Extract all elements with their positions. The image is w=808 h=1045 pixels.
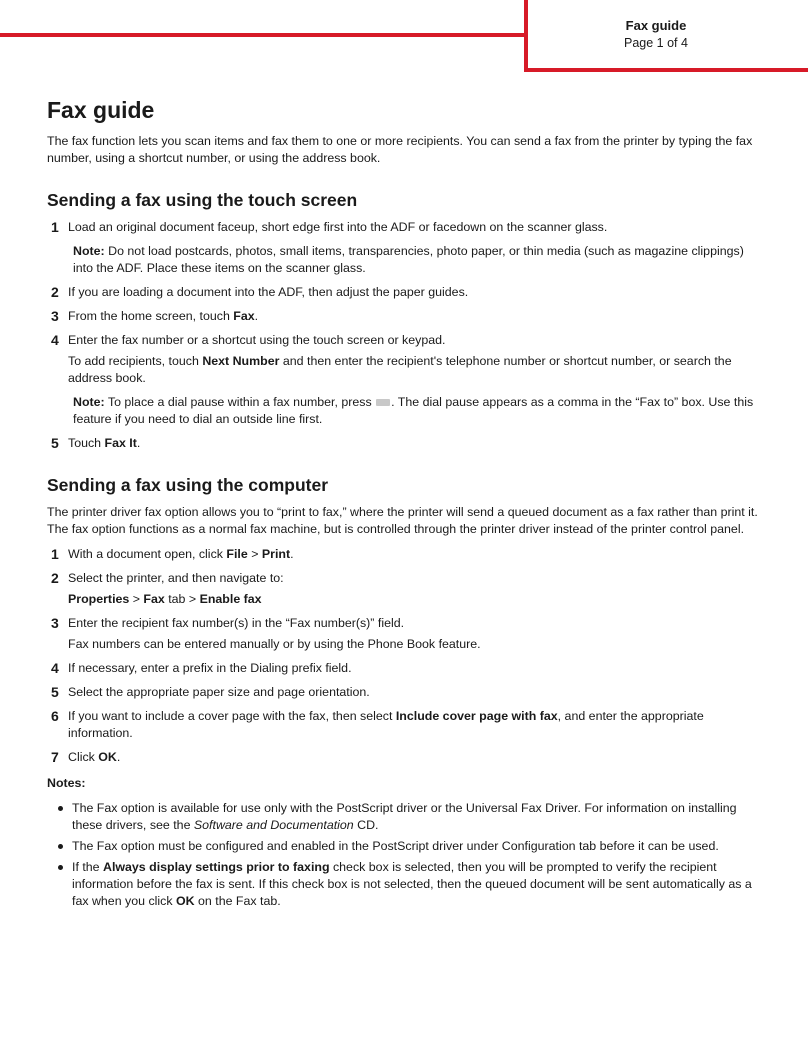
page-title: Fax guide <box>47 97 155 123</box>
computer-intro: The printer driver fax option allows you to “print to fax,” where the printer will send a queued document as a fax rather than print it. The fax option functions as a normal fax machine, but is controlled through the printer driver instead of the printer control panel. <box>47 505 758 536</box>
touch-screen-heading: Sending a fax using the touch screen <box>47 190 358 210</box>
ui-label-fax-it: Fax It <box>104 436 137 450</box>
step-number: 4 <box>51 332 59 348</box>
text-run: Click <box>68 750 99 764</box>
touch-step-5 <box>47 435 763 452</box>
step-text: Select the appropriate paper size and page orientation. <box>68 685 370 699</box>
header-rule-left <box>0 33 527 37</box>
touch-step-2 <box>47 284 763 301</box>
step-text: Load an original document faceup, short edge first into the ADF or facedown on the scanner glass. <box>68 220 608 234</box>
step-number: 5 <box>51 435 59 451</box>
step-number: 1 <box>51 219 59 235</box>
step-text: Enter the fax number or a shortcut using the touch screen or keypad. <box>68 333 446 347</box>
ui-label-enable-fax: Enable fax <box>199 592 262 606</box>
touch-step-1 <box>47 219 763 277</box>
text-run: With a document open, click <box>68 547 227 561</box>
computer-step-2 <box>47 570 763 608</box>
step-text: Select the printer, and then navigate to: <box>68 571 284 585</box>
text-run: . <box>116 750 121 764</box>
text-run: The Fax option must be configured and enabled in the PostScript driver under Configuration tab before it can be used. <box>72 839 719 853</box>
bullet-icon <box>58 865 63 870</box>
page-number: Page 1 of 4 <box>624 36 688 50</box>
ui-label-always-display-settings: Always display settings prior to faxing <box>103 860 330 874</box>
computer-section <box>47 474 763 910</box>
text-run: . <box>136 436 141 450</box>
notes-heading: Notes: <box>47 776 86 790</box>
intro-paragraph: The fax function lets you scan items and fax them to one or more recipients. You can send a fax from the printer by typing the fax number, using a shortcut number, or using the address book. <box>47 134 753 165</box>
ui-label-file: File <box>226 547 248 561</box>
text-run: , and enter the appropriate information. <box>68 709 704 740</box>
bullet-icon <box>58 844 63 849</box>
text-run: If the <box>72 860 103 874</box>
step-number: 2 <box>51 284 59 300</box>
note-item <box>47 859 763 910</box>
bullet-icon <box>58 806 63 811</box>
text-run: on the Fax tab. <box>194 894 281 908</box>
text-run: tab > <box>164 592 200 606</box>
text-run: Touch <box>68 436 105 450</box>
text-run: If you want to include a cover page with the fax, then select <box>68 709 396 723</box>
step-text: If you are loading a document into the ADF, then adjust the paper guides. <box>68 285 469 299</box>
cd-title: Software and Documentation <box>193 818 354 832</box>
ui-label-ok: OK <box>98 750 117 764</box>
running-header <box>600 17 712 52</box>
step-number: 3 <box>51 615 59 631</box>
step-note <box>68 394 763 428</box>
touch-step-4 <box>47 332 763 428</box>
notes-list <box>47 800 763 910</box>
step-text <box>68 708 763 742</box>
header-rule-right <box>524 68 808 72</box>
text-run: . The dial pause appears as a comma in the “Fax to” box. Use this feature if you need to dial an outside line first. <box>73 395 754 426</box>
text-run: check box is selected, then you will be prompted to verify the recipient information before the fax is sent. If this check box is not selected, then the queued document will be sent automatically as a fax when you click <box>72 860 752 908</box>
header-rule-vertical <box>524 0 528 72</box>
step-number: 1 <box>51 546 59 562</box>
text-run: To add recipients, touch <box>68 354 203 368</box>
ui-label-ok: OK <box>176 894 195 908</box>
touch-step-3 <box>47 308 763 325</box>
computer-step-1 <box>47 546 763 563</box>
text-run: and then enter the recipient's telephone number or shortcut number, or search the address book. <box>68 354 732 385</box>
step-text <box>68 435 763 452</box>
text-run: . <box>254 309 259 323</box>
step-number: 4 <box>51 660 59 676</box>
step-number: 7 <box>51 749 59 765</box>
computer-step-5 <box>47 684 763 701</box>
text-run: To place a dial pause within a fax number, press <box>107 395 376 409</box>
computer-step-6 <box>47 708 763 742</box>
step-text <box>68 546 763 563</box>
step-text: Enter the recipient fax number(s) in the “Fax number(s)” field. <box>68 616 405 630</box>
note-item <box>47 838 763 855</box>
step-text <box>68 308 763 325</box>
document-body <box>47 96 763 914</box>
step-subtext <box>68 353 763 387</box>
ui-label-fax-tab: Fax <box>143 592 165 606</box>
step-subtext: Fax numbers can be entered manually or by using the Phone Book feature. <box>68 637 481 651</box>
navigation-path <box>68 591 763 608</box>
touch-screen-section <box>47 189 763 452</box>
text-run: > <box>129 592 144 606</box>
note-label: Note: <box>73 395 105 409</box>
ui-label-include-cover-page: Include cover page with fax <box>395 709 558 723</box>
text-run: CD. <box>353 818 379 832</box>
note-item <box>47 800 763 834</box>
step-note <box>68 243 763 277</box>
ui-label-next-number: Next Number <box>202 354 280 368</box>
step-number: 2 <box>51 570 59 586</box>
computer-heading: Sending a fax using the computer <box>47 475 329 495</box>
step-number: 6 <box>51 708 59 724</box>
text-run: The Fax option is available for use only with the PostScript driver or the Universal Fax Driver. For information on installing these drivers, see the <box>72 801 737 832</box>
step-number: 3 <box>51 308 59 324</box>
ui-label-properties: Properties <box>68 592 130 606</box>
running-header-title: Fax guide <box>625 18 687 33</box>
computer-step-3 <box>47 615 763 653</box>
computer-step-7 <box>47 749 763 766</box>
computer-step-4 <box>47 660 763 677</box>
step-number: 5 <box>51 684 59 700</box>
ui-label-print: Print <box>261 547 291 561</box>
text-run: . <box>290 547 294 561</box>
step-text <box>68 749 763 766</box>
step-text: If necessary, enter a prefix in the Dialing prefix field. <box>68 661 352 675</box>
note-label: Note: <box>73 244 105 258</box>
ui-label-fax: Fax <box>233 309 255 323</box>
text-run: From the home screen, touch <box>68 309 234 323</box>
dial-pause-key-icon <box>376 399 390 406</box>
text-run: > <box>247 547 262 561</box>
note-text: Do not load postcards, photos, small items, transparencies, photo paper, or thin media (such as magazine clippings) into the ADF. Place these items on the scanner glass. <box>73 244 744 275</box>
